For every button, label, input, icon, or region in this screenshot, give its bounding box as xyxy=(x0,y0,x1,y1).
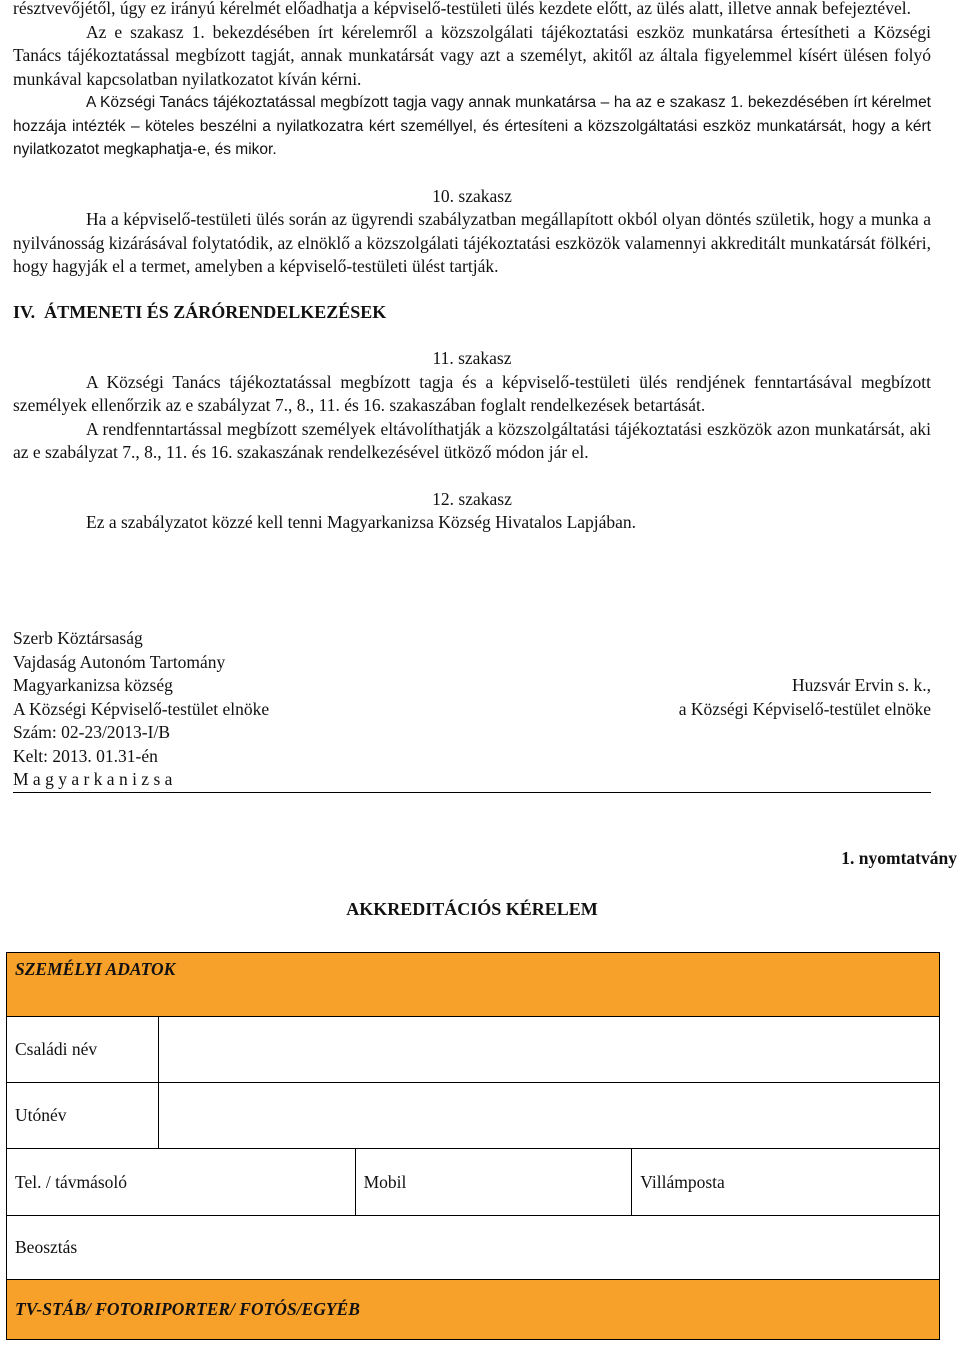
chapter-iv-heading: IV. ÁTMENETI ÉS ZÁRÓRENDELKEZÉSEK xyxy=(13,301,387,322)
section-10-title: 10. szakasz xyxy=(432,185,512,206)
email-label: Villámposta xyxy=(640,1171,725,1192)
section-crew xyxy=(7,1280,940,1340)
phone-fax-field[interactable] xyxy=(7,1149,356,1216)
section-10-text: Ha a képviselő-testületi ülés során az ügyrendi szabályzatban megállapított okból olyan döntés születik, hogy a munka a nyilvánosság kizárásával folytatódik, az elnöklő a közszolgálati tájékoztatási eszközök valamennyi akkreditált munkatársát fölkéri, hogy hagyják el a termet, amelyben a képviselő-testületi ülést tartják. xyxy=(13,209,931,276)
form-number: 1. nyomtatvány xyxy=(841,848,957,868)
first-name-field[interactable] xyxy=(158,1083,939,1149)
section-personal-label: SZEMÉLYI ADATOK xyxy=(15,959,176,979)
section-11-text-1: A Községi Tanács tájékoztatással megbízott tagja és a képviselő-testületi ülés rendjének fenntartásával megbízott személyek ellenőrzik az e szabályzat 7., 8., 11. és 16. szakaszában foglalt rendelkezések betartását. xyxy=(13,371,931,415)
mobile-field[interactable] xyxy=(355,1149,632,1216)
section-12-text: Ez a szabályzatot közzé kell tenni Magyarkanizsa Község Hivatalos Lapjában. xyxy=(86,512,637,532)
section-11-text-2: A rendfenntartással megbízott személyek eltávolíthatják a közszolgáltatási tájékoztatási eszközök azon munkatársát, aki az e szabályzat 7., 8., 11. és 16. szakaszának rendelkezésével ütköző módon jár el. xyxy=(13,418,931,462)
signature-block xyxy=(13,627,931,792)
family-name-field[interactable] xyxy=(158,1017,939,1083)
form-title: AKKREDITÁCIÓS KÉRELEM xyxy=(346,899,598,919)
sig-province: Vajdaság Autonóm Tartomány xyxy=(13,651,226,672)
sig-place: M a g y a r k a n i z s a xyxy=(13,769,173,789)
section-personal-data xyxy=(7,953,940,1017)
position-label: Beosztás xyxy=(15,1237,78,1257)
sig-signer-name: Huzsvár Ervin s. k., xyxy=(791,675,931,695)
sig-date: Kelt: 2013. 01.31-én xyxy=(13,745,158,766)
section-11-title: 11. szakasz xyxy=(432,348,512,368)
section-crew-label: TV-STÁB/ FOTORIPORTER/ FOTÓS/EGYÉB xyxy=(15,1299,360,1319)
position-field[interactable] xyxy=(7,1216,940,1280)
section-12-title: 12. szakasz xyxy=(432,488,512,509)
paragraph-notification: Az e szakasz 1. bekezdésében írt kérelemről a közszolgálati tájékoztatási eszköz munkatársa értesítheti a Községi Tanács tájékoztatással megbízott tagját, annak munkatársát vagy azt a személyt, akitől az általa figyelemmel kísért ülésen folyó munkával kapcsolatban nyilatkozatot kíván kérni. xyxy=(13,21,931,89)
mobile-label: Mobil xyxy=(363,1171,407,1192)
phone-fax-label: Tel. / távmásoló xyxy=(15,1171,128,1192)
first-name-label: Utónév xyxy=(7,1083,159,1149)
sig-body: A Községi Képviselő-testület elnöke xyxy=(13,698,270,719)
sig-municipality: Magyarkanizsa község xyxy=(13,675,173,695)
sig-country: Szerb Köztársaság xyxy=(13,628,143,648)
email-field[interactable] xyxy=(632,1149,940,1216)
document-body xyxy=(13,0,931,535)
horizontal-divider xyxy=(13,792,931,793)
paragraph-obligation: A Községi Tanács tájékoztatással megbízott tagja vagy annak munkatársa – ha az e szakasz 1. bekezdésében írt kérelmet hozzája intézték – köteles beszélni a nyilatkozatra kért személlyel, és értesíteni a közszolgáltatási eszköz munkatársát, hogy a kért nyilatkozatot megkaphatja-e, és mikor. xyxy=(13,94,931,158)
accreditation-form xyxy=(6,952,940,1340)
family-name-label: Családi név xyxy=(7,1017,159,1083)
sig-number: Szám: 02-23/2013-I/B xyxy=(13,722,170,742)
sig-signer-title: a Községi Képviselő-testület elnöke xyxy=(678,698,931,719)
paragraph-continued: résztvevőjétől, úgy ez irányú kérelmét előadhatja a képviselő-testületi ülés kezdete előtt, az ülés alatt, illetve annak befejeztével. xyxy=(13,0,911,18)
